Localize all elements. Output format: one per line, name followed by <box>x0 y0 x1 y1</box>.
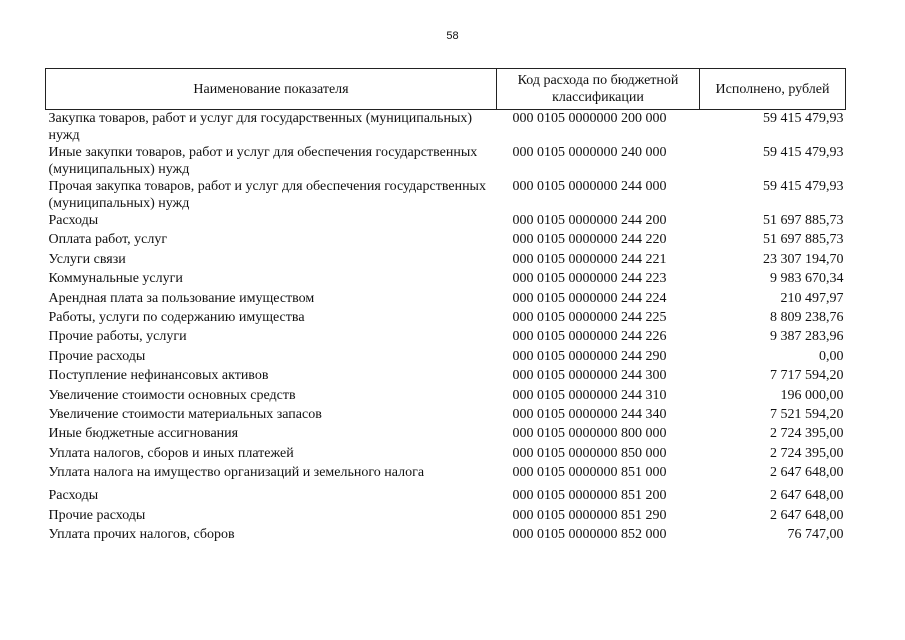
row-executed-amount: 210 497,97 <box>780 290 844 306</box>
row-indicator-name: Уплата налога на имущество организаций и земельного налога <box>48 465 425 481</box>
row-indicator-name: Уплата прочих налогов, сборов <box>48 527 235 543</box>
row-indicator-name: Поступление нефинансовых активов <box>48 368 269 384</box>
row-executed-amount: 2 724 395,00 <box>770 426 844 442</box>
row-executed-amount: 196 000,00 <box>780 387 844 403</box>
row-indicator-name: Расходы <box>48 213 99 228</box>
row-budget-code: 000 0105 0000000 851 290 <box>512 507 667 523</box>
row-indicator-name: Работы, услуги по содержанию имущества <box>48 309 305 325</box>
row-budget-code: 000 0105 0000000 244 200 <box>512 213 667 228</box>
row-indicator-name: Коммунальные услуги <box>48 271 183 287</box>
row-executed-amount: 59 415 479,93 <box>763 111 844 126</box>
row-budget-code: 000 0105 0000000 800 000 <box>512 426 667 442</box>
row-budget-code: 000 0105 0000000 244 221 <box>512 251 667 267</box>
row-budget-code: 000 0105 0000000 244 000 <box>512 179 667 194</box>
header-indicator-name: Наименование показателя <box>46 69 497 110</box>
row-budget-code: 000 0105 0000000 244 224 <box>512 290 667 306</box>
table-row <box>46 445 846 464</box>
table-row <box>46 387 846 406</box>
row-executed-amount: 7 521 594,20 <box>770 406 844 422</box>
row-budget-code: 000 0105 0000000 851 000 <box>512 465 667 481</box>
row-executed-amount: 0,00 <box>819 348 844 364</box>
table-row <box>46 110 846 145</box>
row-indicator-name: Прочие работы, услуги <box>48 329 187 345</box>
row-budget-code: 000 0105 0000000 244 310 <box>512 387 667 403</box>
row-budget-code: 000 0105 0000000 244 226 <box>512 329 667 345</box>
table-row <box>46 212 846 231</box>
table-row <box>46 425 846 444</box>
row-budget-code: 000 0105 0000000 244 220 <box>512 232 667 248</box>
row-executed-amount: 23 307 194,70 <box>763 251 844 267</box>
row-executed-amount: 59 415 479,93 <box>763 179 844 194</box>
table-row <box>46 178 846 212</box>
row-indicator-name: Арендная плата за пользование имуществом <box>48 290 315 306</box>
row-indicator-name: Оплата работ, услуг <box>48 232 168 248</box>
row-indicator-name: Прочие расходы <box>48 507 146 523</box>
row-executed-amount: 51 697 885,73 <box>763 232 844 248</box>
row-executed-amount: 59 415 479,93 <box>763 145 844 160</box>
table-row <box>46 251 846 270</box>
row-executed-amount: 2 724 395,00 <box>770 445 844 461</box>
budget-execution-table <box>45 68 846 546</box>
row-executed-amount: 8 809 238,76 <box>770 309 844 325</box>
table-body <box>46 110 846 546</box>
page-number: 58 <box>446 30 459 42</box>
header-executed-amount: Исполнено, рублей <box>700 69 846 110</box>
table-row <box>46 483 846 506</box>
row-indicator-name: Иные закупки товаров, работ и услуг для обеспечения государственных (муниципальных) нужд <box>48 145 478 177</box>
table-row <box>46 309 846 328</box>
row-executed-amount: 9 387 283,96 <box>770 329 844 345</box>
table-row <box>46 348 846 367</box>
row-executed-amount: 9 983 670,34 <box>770 271 844 287</box>
row-budget-code: 000 0105 0000000 244 223 <box>512 271 667 287</box>
row-executed-amount: 7 717 594,20 <box>770 368 844 384</box>
row-indicator-name: Иные бюджетные ассигнования <box>48 426 239 442</box>
row-executed-amount: 2 647 648,00 <box>770 488 844 504</box>
row-budget-code: 000 0105 0000000 244 225 <box>512 309 667 325</box>
row-executed-amount: 76 747,00 <box>787 527 844 543</box>
table-row <box>46 464 846 483</box>
row-budget-code: 000 0105 0000000 244 300 <box>512 368 667 384</box>
row-indicator-name: Расходы <box>48 488 99 504</box>
row-budget-code: 000 0105 0000000 244 340 <box>512 406 667 422</box>
table-row <box>46 144 846 178</box>
row-executed-amount: 2 647 648,00 <box>770 465 844 481</box>
row-budget-code: 000 0105 0000000 852 000 <box>512 527 667 543</box>
row-budget-code: 000 0105 0000000 240 000 <box>512 145 667 160</box>
row-indicator-name: Закупка товаров, работ и услуг для государственных (муниципальных) нужд <box>48 111 473 143</box>
row-indicator-name: Прочая закупка товаров, работ и услуг для обеспечения государственных (муниципальных) нужд <box>48 179 486 211</box>
table-row <box>46 507 846 526</box>
table-header-row <box>46 69 846 110</box>
table-row <box>46 526 846 545</box>
table-row <box>46 270 846 289</box>
row-budget-code: 000 0105 0000000 851 200 <box>512 488 667 504</box>
table-row <box>46 367 846 386</box>
table-row <box>46 231 846 250</box>
row-budget-code: 000 0105 0000000 200 000 <box>512 111 667 126</box>
row-indicator-name: Увеличение стоимости основных средств <box>48 387 296 403</box>
row-indicator-name: Услуги связи <box>48 251 126 267</box>
row-executed-amount: 2 647 648,00 <box>770 507 844 523</box>
row-executed-amount: 51 697 885,73 <box>763 213 844 228</box>
row-budget-code: 000 0105 0000000 244 290 <box>512 348 667 364</box>
row-indicator-name: Прочие расходы <box>48 348 146 364</box>
table-row <box>46 328 846 347</box>
row-indicator-name: Увеличение стоимости материальных запасов <box>48 406 322 422</box>
row-indicator-name: Уплата налогов, сборов и иных платежей <box>48 445 294 461</box>
table-row <box>46 290 846 309</box>
table-row <box>46 406 846 425</box>
row-budget-code: 000 0105 0000000 850 000 <box>512 445 667 461</box>
header-budget-code: Код расхода по бюджетной классификации <box>497 69 700 110</box>
